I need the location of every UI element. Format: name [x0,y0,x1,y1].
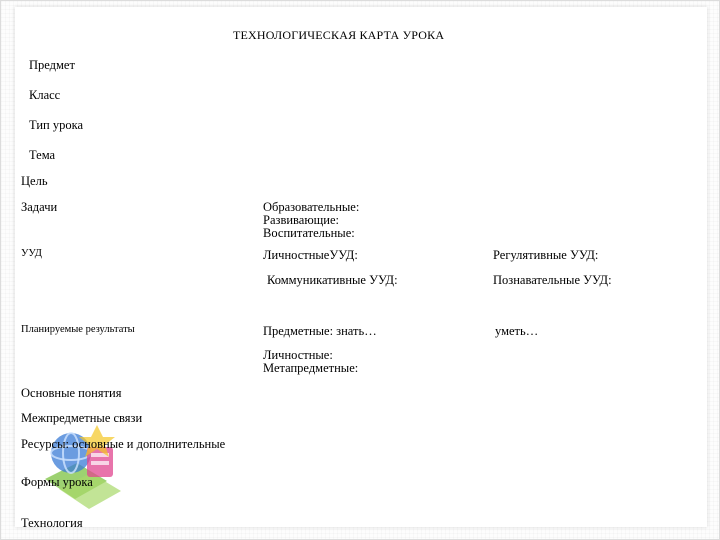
row-label-interdisciplinary: Межпредметные связи [21,411,143,425]
row-label-topic: Тема [29,148,56,162]
result-metasubject: Метапредметные: [263,361,359,375]
row-label-tasks: Задачи [21,200,58,214]
row-label-goal: Цель [21,174,48,188]
uud-regulatory: Регулятивные УУД: [493,248,599,262]
uud-personal: ЛичностныеУУД: [263,248,358,262]
task-upbringing: Воспитательные: [263,226,355,240]
uud-communicative: Коммуникативные УУД: [267,273,398,287]
uud-cognitive: Познавательные УУД: [493,273,612,287]
row-label-resources: Ресурсы: основные и дополнительные [21,437,226,451]
row-label-planned-results: Планируемые результаты [21,324,135,335]
result-skills: уметь… [495,324,539,338]
row-label-basic-concepts: Основные понятия [21,386,122,400]
row-label-lesson-type: Тип урока [29,118,84,132]
task-developing: Развивающие: [263,213,339,227]
result-personal: Личностные: [263,348,333,362]
row-label-uud: УУД [21,248,42,259]
row-label-technology: Технология [21,516,83,530]
row-label-class: Класс [29,88,61,102]
result-subject-know: Предметные: знать… [263,324,377,338]
results-list [263,349,358,375]
row-label-lesson-forms: Формы урока [21,475,93,489]
tasks-list [263,201,359,240]
document-title: ТЕХНОЛОГИЧЕСКАЯ КАРТА УРОКА [233,28,445,42]
task-educational: Образовательные: [263,200,360,214]
row-label-subject: Предмет [29,58,75,72]
education-clipart-icon [37,419,133,515]
